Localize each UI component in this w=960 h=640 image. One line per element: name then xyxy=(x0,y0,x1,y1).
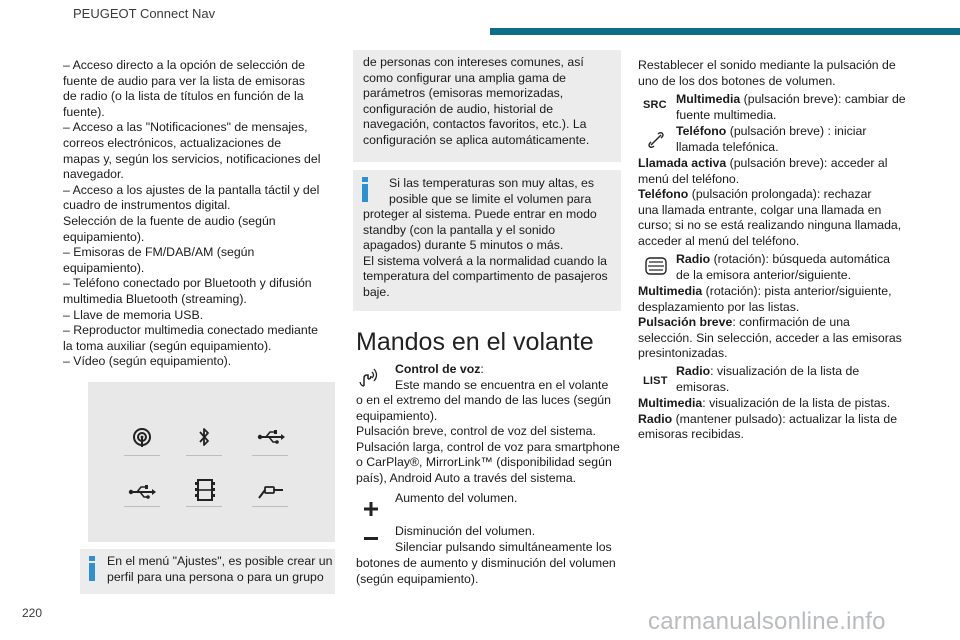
text-line: curso; si no se está realizando ninguna llamada, xyxy=(638,218,902,233)
text-line: como configurar una amplia gama de xyxy=(363,70,567,85)
section-title: Mandos en el volante xyxy=(356,328,594,356)
info-note-continued xyxy=(353,50,621,162)
text-line: acceder al menú del teléfono. xyxy=(638,233,800,248)
text-fragment: (mantener pulsado): actualizar la lista de xyxy=(672,411,898,426)
text-line: botones de aumento y disminución del volumen xyxy=(356,556,616,570)
text-line: una llamada entrante, colgar una llamada en xyxy=(638,202,882,217)
text-line: selección. Sin selección, acceder a las emisoras xyxy=(638,330,902,345)
text-line: – Reproductor multimedia conectado mediante xyxy=(63,323,318,338)
text-line: temperatura del compartimento de pasajeros xyxy=(363,269,608,284)
note-text xyxy=(389,176,619,207)
text-bold: Multimedia xyxy=(638,284,703,298)
column1-text xyxy=(63,58,333,370)
voice-control-text xyxy=(356,393,622,487)
text-line: o en el extremo del mando de las luces (según xyxy=(356,393,611,407)
text-line: navegación, contactos favoritos, etc.). La xyxy=(363,117,587,132)
text-line: menú del teléfono. xyxy=(638,171,740,186)
text-line: correos electrónicos, actualizaciones de xyxy=(63,135,282,150)
text-line: En el menú "Ajustes", es posible crear un xyxy=(107,554,333,568)
intro-text xyxy=(638,58,918,89)
divider xyxy=(186,455,222,456)
volume-down-text: Disminución del volumen. xyxy=(395,524,536,538)
text-fragment: (rotación): búsqueda automática xyxy=(710,252,890,266)
info-note-temperature xyxy=(353,170,621,311)
phone-icon xyxy=(647,131,665,149)
thumbwheel-icon xyxy=(645,257,667,275)
text-bold: Radio xyxy=(676,364,711,378)
text-line: – Llave de memoria USB. xyxy=(63,307,204,322)
text-fragment: (pulsación breve): cambiar de xyxy=(740,92,906,106)
text-line: fuente de audio para ver la lista de emisoras xyxy=(63,73,305,88)
text-line: equipamiento). xyxy=(63,260,145,275)
text-line: navegador. xyxy=(63,167,124,182)
minus-icon xyxy=(364,537,378,540)
text-line: perfil para una persona o para un grupo xyxy=(107,569,324,584)
src-icon: SRC xyxy=(643,99,667,111)
phone-text xyxy=(676,124,916,155)
header-title: PEUGEOT Connect Nav xyxy=(73,6,216,21)
mute-text: Silenciar pulsando simultáneamente los xyxy=(395,540,612,554)
text-fragment: : visualización de la lista de xyxy=(710,364,860,378)
text-line: Pulsación breve, control de voz del sistema. xyxy=(356,424,596,439)
plus-icon xyxy=(364,502,378,516)
src-text xyxy=(676,92,916,123)
text-line: cuadro de instrumentos digital. xyxy=(63,198,231,213)
text-fragment: (pulsación prolongada): rechazar xyxy=(688,187,872,202)
text-bold: Multimedia xyxy=(638,396,703,410)
text-bold: Llamada activa xyxy=(638,156,727,170)
voice-control-label: Control de voz xyxy=(395,362,481,376)
thumbwheel-details xyxy=(638,284,918,362)
text-bold: Radio xyxy=(638,411,673,426)
text-line: – Acceso directo a la opción de selección de xyxy=(63,58,305,72)
text-bold: Teléfono xyxy=(676,124,727,138)
text-line: – Emisoras de FM/DAB/AM (según xyxy=(63,245,255,260)
list-icon: LIST xyxy=(643,375,668,387)
text-line: o CarPlay®, MirrorLink™ (disponibilidad según xyxy=(356,455,612,470)
text-line: llamada telefónica. xyxy=(676,139,779,154)
text-line: baje. xyxy=(363,284,390,299)
text-line: (según equipamiento). xyxy=(356,571,479,586)
text-line: – Teléfono conectado por Bluetooth y difusión xyxy=(63,276,312,291)
text-line: de radio (o la lista de títulos en función de la xyxy=(63,89,304,104)
info-icon-bar xyxy=(89,563,95,581)
text-line: parámetros (emisoras memorizadas, xyxy=(363,86,564,101)
text-bold: Radio xyxy=(676,252,711,266)
video-icon xyxy=(188,475,222,505)
text-line: posible que se limite el volumen para xyxy=(389,191,592,206)
mute-text xyxy=(356,556,622,587)
text-fragment: : confirmación de una xyxy=(732,315,850,330)
text-line: standby (con la pantalla y el sonido xyxy=(363,222,556,237)
info-note-profile xyxy=(80,549,335,594)
text-line: – Acceso a las "Notificaciones" de mensajes, xyxy=(63,120,308,135)
bluetooth-icon xyxy=(187,422,221,452)
text-line: presintonizadas. xyxy=(638,346,728,361)
divider xyxy=(252,455,288,456)
text-line: apagados) durante 5 minutos o más. xyxy=(363,238,564,253)
voice-control-heading xyxy=(395,362,625,393)
note-text xyxy=(363,207,619,301)
text-line: proteger al sistema. Puede entrar en modo xyxy=(363,207,597,221)
text-line: equipamiento). xyxy=(356,408,438,423)
radio-icon xyxy=(125,422,159,452)
text-line: Si las temperaturas son muy altas, es xyxy=(389,176,595,190)
text-fragment: (pulsación breve) : iniciar xyxy=(726,124,867,138)
text-line: de la emisora anterior/siguiente. xyxy=(676,267,851,282)
text-line: configuración de audio, historial de xyxy=(363,101,554,116)
watermark: carmanualsonline.info xyxy=(648,608,886,635)
info-icon xyxy=(89,556,95,561)
text-line: Selección de la fuente de audio (según xyxy=(63,213,276,228)
text-line: Pulsación larga, control de voz para smartphone xyxy=(356,439,620,454)
text-line: emisoras. xyxy=(676,379,730,394)
phone-details xyxy=(638,156,918,250)
text-line: configuración se aplica automáticamente. xyxy=(363,132,590,147)
text-fragment: : xyxy=(480,362,484,376)
text-line: multimedia Bluetooth (streaming). xyxy=(63,291,247,306)
header-accent-bar xyxy=(490,28,960,35)
divider xyxy=(124,506,160,507)
text-line: El sistema volverá a la normalidad cuando la xyxy=(363,253,608,268)
text-line: de personas con intereses comunes, así xyxy=(363,55,584,69)
volume-up-text: Aumento del volumen. xyxy=(395,491,518,505)
text-bold: Teléfono xyxy=(638,187,689,202)
text-bold: Multimedia xyxy=(676,92,741,106)
usb-icon xyxy=(254,422,288,452)
note-text xyxy=(107,554,333,585)
list-details xyxy=(638,396,918,443)
text-line: equipamiento). xyxy=(63,229,145,244)
list-text xyxy=(676,364,916,395)
text-line: uno de los dos botones de volumen. xyxy=(638,73,836,88)
text-line: emisoras recibidas. xyxy=(638,427,744,442)
text-line: Restablecer el sonido mediante la pulsación de xyxy=(638,58,896,72)
text-line: Este mando se encuentra en el volante xyxy=(395,377,609,392)
divider xyxy=(124,455,160,456)
divider xyxy=(186,506,222,507)
usb-icon xyxy=(125,477,159,507)
page-number: 220 xyxy=(22,606,43,620)
radio-rotation-text xyxy=(676,252,916,283)
divider xyxy=(252,506,288,507)
text-fragment: : visualización de la lista de pistas. xyxy=(702,396,891,410)
media-source-panel xyxy=(88,382,335,542)
text-line: mapas y, según los servicios, notificaciones del xyxy=(63,151,321,166)
aux-icon xyxy=(254,477,288,507)
text-line: fuente multimedia. xyxy=(676,107,777,122)
info-icon-bar xyxy=(362,184,368,202)
text-line: la toma auxiliar (según equipamiento). xyxy=(63,338,272,353)
text-line: – Acceso a los ajustes de la pantalla táctil y del xyxy=(63,182,320,197)
text-line: desplazamiento por las listas. xyxy=(638,299,800,314)
text-fragment: (rotación): pista anterior/siguiente, xyxy=(702,284,892,298)
text-fragment: (pulsación breve): acceder al xyxy=(726,156,888,170)
note-text xyxy=(363,55,619,149)
info-icon xyxy=(362,177,368,182)
voice-control-icon xyxy=(358,366,380,388)
text-line: fuente). xyxy=(63,104,105,119)
text-line: país), Android Auto a través del sistema. xyxy=(356,470,577,485)
text-line: – Vídeo (según equipamiento). xyxy=(63,354,232,369)
text-bold: Pulsación breve xyxy=(638,315,733,330)
